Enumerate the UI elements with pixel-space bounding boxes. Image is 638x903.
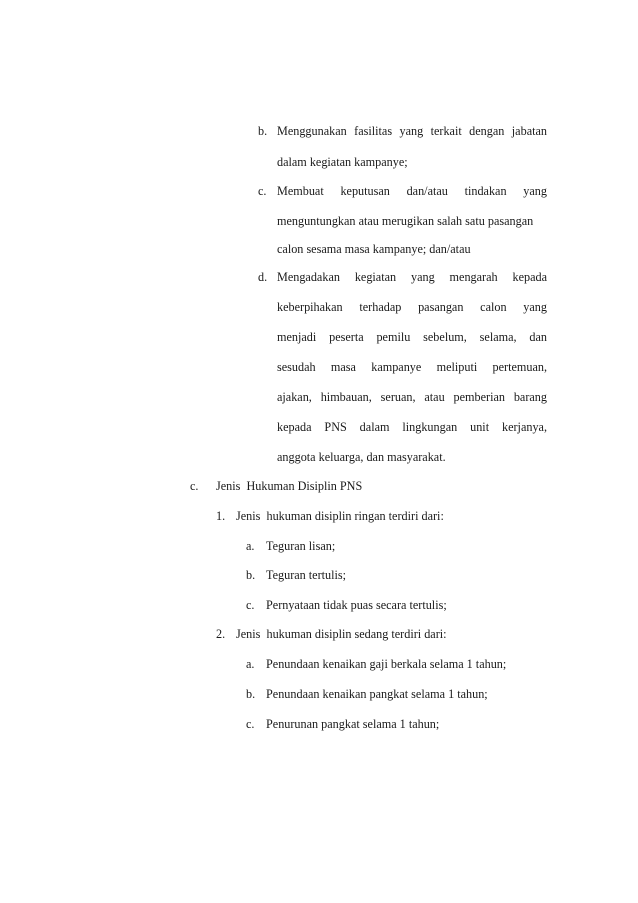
list-item-line: menguntungkan atau merugikan salah satu pasangan xyxy=(277,214,534,228)
list-item-line: Mengadakan kegiatan yang mengarah kepada xyxy=(277,270,547,284)
list-marker: d. xyxy=(258,270,268,284)
section-title: Jenis Hukuman Disiplin PNS xyxy=(216,479,363,493)
list-item-line: sesudah masa kampanye meliputi pertemuan, xyxy=(277,360,547,374)
list-marker: a. xyxy=(246,539,255,553)
group-marker: 2. xyxy=(216,627,226,641)
list-item-line: dalam kegiatan kampanye; xyxy=(277,155,408,169)
list-item-line: keberpihakan terhadap pasangan calon yang xyxy=(277,300,547,314)
list-item-line: calon sesama masa kampanye; dan/atau xyxy=(277,242,471,256)
list-item: Penundaan kenaikan pangkat selama 1 tahun; xyxy=(266,687,488,701)
list-marker: b. xyxy=(258,124,268,138)
list-item-line: kepada PNS dalam lingkungan unit kerjanya, xyxy=(277,420,547,434)
list-item: Teguran lisan; xyxy=(266,539,336,553)
list-item-line: Membuat keputusan dan/atau tindakan yang xyxy=(277,184,547,198)
section-marker: c. xyxy=(190,479,199,493)
list-marker: b. xyxy=(246,687,256,701)
list-marker: c. xyxy=(246,598,255,612)
list-item: Penundaan kenaikan gaji berkala selama 1 tahun; xyxy=(266,657,507,671)
list-marker: c. xyxy=(258,184,267,198)
list-item: Pernyataan tidak puas secara tertulis; xyxy=(266,598,447,612)
group-title: Jenis hukuman disiplin sedang terdiri dari: xyxy=(236,627,447,641)
group-marker: 1. xyxy=(216,509,226,523)
group-title: Jenis hukuman disiplin ringan terdiri dari: xyxy=(236,509,444,523)
list-marker: b. xyxy=(246,568,256,582)
list-marker: c. xyxy=(246,717,255,731)
list-marker: a. xyxy=(246,657,255,671)
list-item-line: menjadi peserta pemilu sebelum, selama, dan xyxy=(277,330,547,344)
list-item-line: Menggunakan fasilitas yang terkait dengan jabatan xyxy=(277,124,547,138)
list-item-line: ajakan, himbauan, seruan, atau pemberian barang xyxy=(277,390,547,404)
list-item-line: anggota keluarga, dan masyarakat. xyxy=(277,450,446,464)
list-item: Penurunan pangkat selama 1 tahun; xyxy=(266,717,440,731)
list-item: Teguran tertulis; xyxy=(266,568,347,582)
